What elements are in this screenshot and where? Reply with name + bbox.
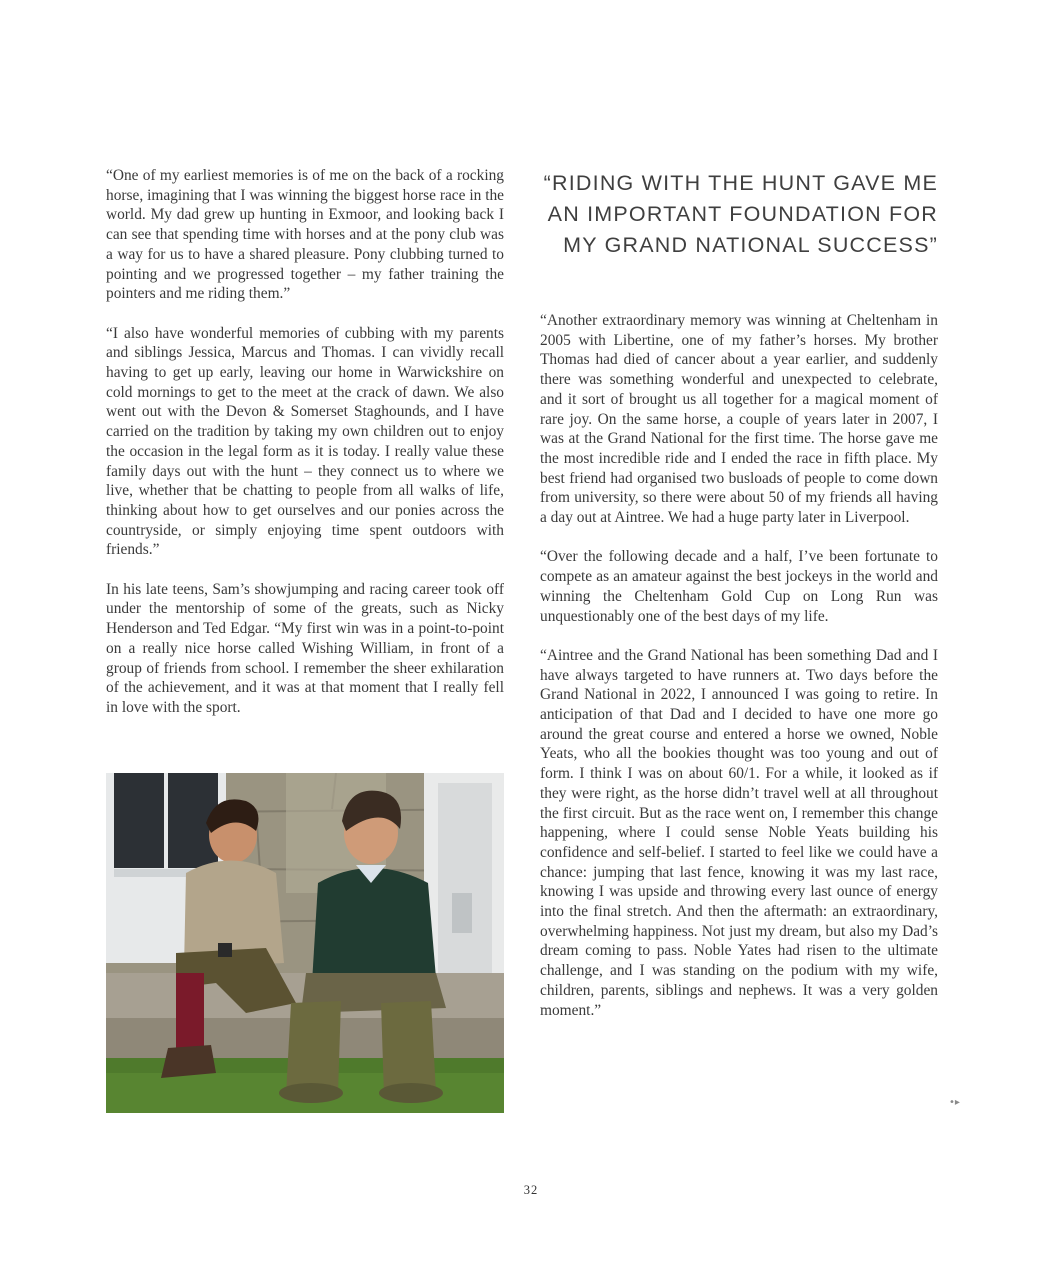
body-paragraph: “Another extraordinary memory was winning at Cheltenham in 2005 with Libertine, one of my father’s horses. My brother Thomas had died of cancer about a year earlier, and suddenly there was something wonderful and unexpected to celebrate, and it sort of brought us all together for a magical moment of rare joy. On the same horse, a couple of years later in 2007, I was at the Grand National for the first time. The horse gave me the most incredible ride and I ended the race in fifth place. My best friend had organised two busloads of people to come down from university, so there were about 50 of my friends all having a day out at Aintree. We had a huge party later in Liverpool. — [540, 312, 938, 527]
photo-illustration — [106, 773, 504, 1113]
body-paragraph: “Over the following decade and a half, I’ve been fortunate to compete as an amateur against the best jockeys in the world and winning the Cheltenham Gold Cup on Long Run was unquestionably one of the best days of my life. — [540, 548, 938, 625]
right-column — [540, 166, 938, 1020]
body-paragraph: In his late teens, Sam’s showjumping and racing career took off under the mentorship of some of the greats, such as Nicky Henderson and Ted Edgar. “My first win was in a point-to-point on a really nice horse called Wishing William, in front of a group of friends from school. I remember the sheer exhilaration of the achievement, and it was at that moment that I really fell in love with the sport. — [106, 580, 504, 716]
page-number: 32 — [523, 1183, 539, 1197]
end-of-article-icon: •▸ — [949, 1097, 960, 1108]
photo-two-men-seated — [106, 773, 504, 1113]
left-column — [106, 166, 504, 718]
body-paragraph: “One of my earliest memories is of me on the back of a rocking horse, imagining that I was winning the biggest horse race in the world. My dad grew up hunting in Exmoor, and looking back I can see that spending time with horses and at the pony club was a way for us to have a shared pleasure. Pony clubbing turned to pointing and we progressed together – my father training the pointers and me riding them.” — [106, 167, 504, 303]
body-paragraph: “Aintree and the Grand National has been something Dad and I have always targeted to have runners at. Two days before the Grand National in 2022, I announced I was going to retire. In anticipation of that Dad and I decided to have one more go around the great course and entered a horse we owned, Noble Yeats, who all the bookies thought was too young and out of form. I think I was on about 60/1. For a while, it looked as if they were right, as the horse didn’t travel well at all throughout the first circuit. But as the race went on, I remember this change happening, where I could sense Noble Yeats building his confidence and self-belief. I started to feel like we could have a chance: jumping that last fence, knowing it was my last race, knowing I was upside and throwing every last ounce of energy into the final stretch. And then the aftermath: an extraordinary, overwhelming happiness. Not just my dream, but also my Dad’s dream coming to pass. Noble Yates had risen to the ultimate challenge, and I was standing on the podium with my wife, children, parents, siblings and nephews. It was a very golden moment.” — [540, 646, 938, 1019]
body-paragraph: “I also have wonderful memories of cubbing with my parents and siblings Jessica, Marcus and Thomas. I can vividly recall having to get up early, leaving our home in Warwickshire on cold mornings to get to the meet at the crack of dawn. We also went out with the Devon & Somerset Staghounds, and I have carried on the tradition by taking my own children out to enjoy the occasion in the legal form as it is today. I really value these family days out with the hunt – they connect us to where we live, whether that be chatting to people from all walks of life, thinking about how to get ourselves and our ponies across the countryside, or simply enjoying time spent outdoors with friends.” — [106, 324, 504, 559]
pull-quote: “RIDING WITH THE HUNT GAVE ME AN IMPORTANT FOUNDATION FOR MY GRAND NATIONAL SUCCESS” — [543, 171, 938, 257]
